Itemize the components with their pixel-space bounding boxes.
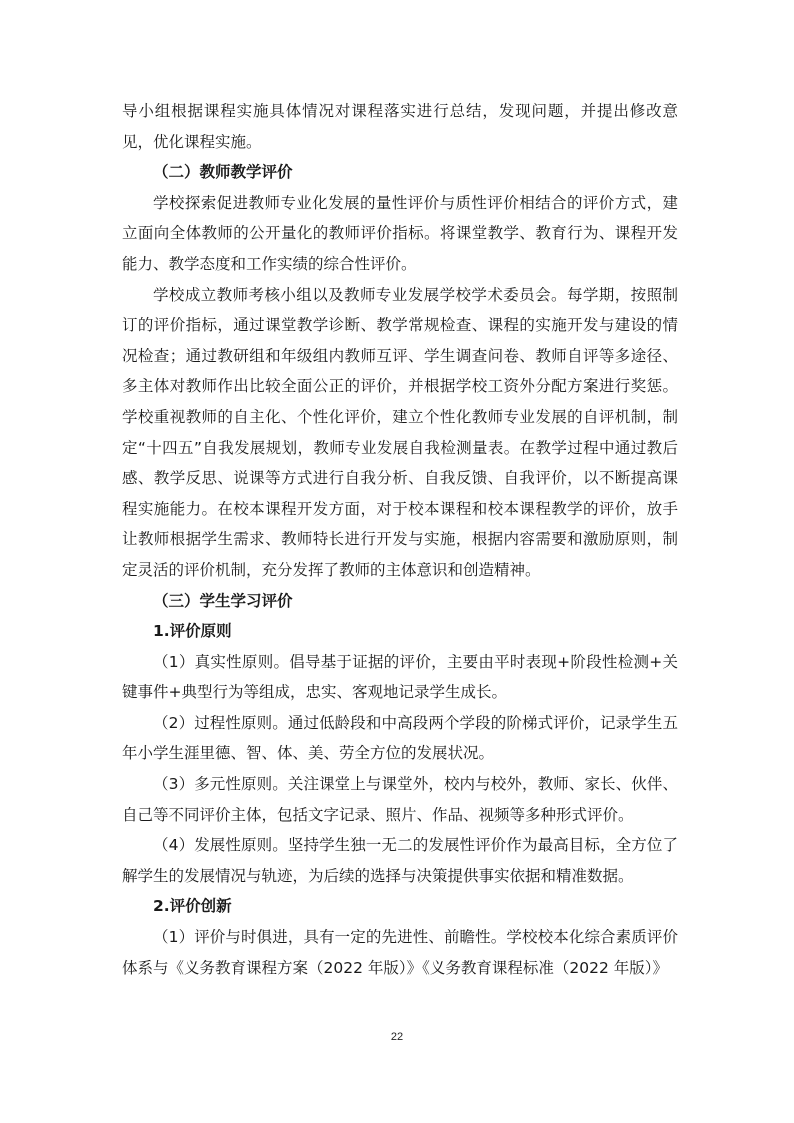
paragraph: （2）过程性原则。通过低龄段和中高段两个学段的阶梯式评价，记录学生五年小学生涯里德、智、体、美、劳全方位的发展状况。 — [122, 713, 678, 763]
page-number: 22 — [390, 1031, 404, 1043]
document-body — [122, 96, 678, 983]
section-heading: （二）教师教学评价 — [153, 163, 293, 182]
paragraph: （1）真实性原则。倡导基于证据的评价，主要由平时表现+阶段性检测+关键事件+典型行为等组成，忠实、客观地记录学生成长。 — [122, 652, 678, 702]
subsection-heading: 2.评价创新 — [153, 897, 232, 916]
paragraph: （3）多元性原则。关注课堂上与课堂外，校内与校外，教师、家长、伙伴、自己等不同评价主体，包括文字记录、照片、作品、视频等多种形式评价。 — [122, 775, 678, 824]
paragraph: 导小组根据课程实施具体情况对课程落实进行总结，发现问题，并提出修改意见，优化课程实施。 — [122, 102, 678, 151]
paragraph: 学校探索促进教师专业化发展的量性评价与质性评价相结合的评价方式，建立面向全体教师的公开量化的教师评价指标。将课堂教学、教育行为、课程开发能力、教学态度和工作实绩的综合性评价。 — [122, 193, 678, 273]
paragraph: 学校成立教师考核小组以及教师专业发展学校学术委员会。每学期，按照制订的评价指标，通过课堂教学诊断、教学常规检查、课程的实施开发与建设的情况检查；通过教研组和年级组内教师互评、学生调查问卷、教师自评等多途径、多主体对教师作出比较全面公正的评价，并根据学校工资外分配方案进行奖惩。学校重视教师的自主化、个性化评价，建立个性化教师专业发展的自评机制，制定“十四五”自我发展规划，教师专业发展自我检测量表。在教学过程中通过教后感、教学反思、说课等方式进行自我分析、自我反馈、自我评价，以不断提高课程实施能力。在校本课程开发方面，对于校本课程和校本课程教学的评价，放手让教师根据学生需求、教师特长进行开发与实施，根据内容需要和激励原则，制定灵活的评价机制，充分发挥了教师的主体意识和创造精神。 — [122, 285, 678, 579]
paragraph: （1）评价与时俱进，具有一定的先进性、前瞻性。学校校本化综合素质评价体系与《义务教育课程方案（2022 年版）》《义务教育课程标准（2022 年版）》 — [122, 928, 678, 977]
section-heading: （三）学生学习评价 — [153, 591, 293, 610]
subsection-heading: 1.评价原则 — [153, 622, 232, 641]
paragraph: （4）发展性原则。坚持学生独一无二的发展性评价作为最高目标，全方位了解学生的发展情况与轨迹，为后续的选择与决策提供事实依据和精准数据。 — [122, 836, 678, 885]
